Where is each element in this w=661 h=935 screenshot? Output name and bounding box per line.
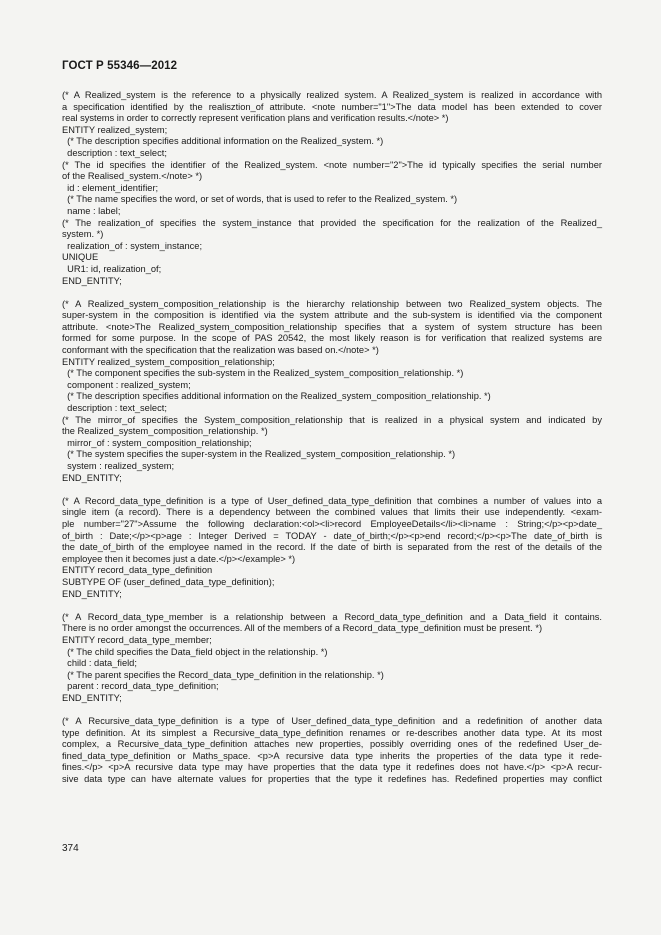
text-line: END_ENTITY; xyxy=(62,472,122,483)
text-line: END_ENTITY; xyxy=(62,692,122,703)
text-line: type definition. At its simplest a Recursive_data_type_definition renames or re-describes another data type. At its most xyxy=(62,727,602,738)
text-line: component : realized_system; xyxy=(62,379,191,390)
text-line: system. *) xyxy=(62,229,104,240)
text-line: complex, a Recursive_data_type_definition attaches new properties, possibly overriding ones of the redefined User_de- xyxy=(62,739,602,750)
text-line: ple number="27">Assume the following declaration:<ol><li>record EmployeeDetails</li><li>name : String;</p><p>date_ xyxy=(62,518,602,529)
text-line: of the Realised_system.</note> *) xyxy=(62,171,203,182)
text-block xyxy=(62,612,602,705)
text-block xyxy=(62,299,602,485)
text-line: (* The mirror_of specifies the System_composition_relationship that is realized in a physical system and indicated by xyxy=(62,414,602,425)
text-line: mirror_of : system_composition_relationship; xyxy=(62,437,252,448)
text-line: of_birth : Date;</p><p>age : Integer Derived = TODAY - date_of_birth;</p><p>end record;</p><p>The date_of_birth is xyxy=(62,530,602,541)
text-line: description : text_select; xyxy=(62,403,167,414)
document-body xyxy=(62,90,602,797)
text-line: super-system in the composition is identified via the system attribute and the sub-system is identified via the component xyxy=(62,310,602,321)
text-line: (* The child specifies the Data_field object in the relationship. *) xyxy=(62,646,328,657)
text-line: (* The realization_of specifies the system_instance that provided the specification for the realization of the Realized_ xyxy=(62,217,602,228)
text-line: conformant with the specification that the realization was based on.</note> *) xyxy=(62,345,379,356)
text-line: ENTITY record_data_type_definition xyxy=(62,565,213,576)
text-line: (* A Realized_system_composition_relationship is the hierarchy relationship between two Realized_system objects. The xyxy=(62,298,602,309)
text-line: formed for some purpose. In the scope of PAS 20542, the most likely reason is for verification that realized systems are xyxy=(62,333,602,344)
text-line: (* The description specifies additional information on the Realized_system. *) xyxy=(62,136,384,147)
text-line: There is no order amongst the occurrences. All of the members of a Record_data_type_definition must be present. *) xyxy=(62,623,543,634)
text-line: sive data type can have alternate values for properties that the type it redefines has. Redefined properties may conflict xyxy=(62,774,602,785)
text-block xyxy=(62,90,602,287)
text-line: id : element_identifier; xyxy=(62,182,159,193)
text-line: (* The description specifies additional information on the Realized_system_composition_relationship. *) xyxy=(62,391,491,402)
text-line: fined_data_type_definition or Maths_space. <p>A recursive data type inherits the properties of the data type it rede- xyxy=(62,750,602,761)
text-line: (* A Realized_system is the reference to a physically realized system. A Realized_system is realized in accordance with xyxy=(62,90,602,100)
text-line: ENTITY realized_system_composition_relationship; xyxy=(62,356,275,367)
text-line: END_ENTITY; xyxy=(62,588,122,599)
text-line: description : text_select; xyxy=(62,147,167,158)
text-line: SUBTYPE OF (user_defined_data_type_definition); xyxy=(62,576,275,587)
text-line: a specification identified by the realisztion_of attribute. <note number="1">The data model has been extended to cover xyxy=(62,101,602,112)
text-line: ENTITY record_data_type_member; xyxy=(62,634,212,645)
text-line: name : label; xyxy=(62,205,121,216)
text-line: attribute. <note>The Realized_system_composition_relationship specifies that a system of system structure has been xyxy=(62,321,602,332)
text-line: realization_of : system_instance; xyxy=(62,240,203,251)
text-line: the Realized_system_composition_relationship. *) xyxy=(62,426,268,437)
text-line: fines.</p> <p>A recursive data type may have properties that the data type it redefines does not have.</p> <p>A recur- xyxy=(62,762,602,773)
text-line: (* The name specifies the word, or set of words, that is used to refer to the Realized_system. *) xyxy=(62,194,458,205)
text-line: (* The id specifies the identifier of the Realized_system. <note number="2">The id typically specifies the serial number xyxy=(62,159,602,170)
text-line: (* A Record_data_type_member is a relationship between a Record_data_type_definition and a Data_field it contains. xyxy=(62,611,602,622)
text-line: UNIQUE xyxy=(62,252,99,263)
text-line: (* The system specifies the super-system in the Realized_system_composition_relationship. *) xyxy=(62,449,456,460)
text-block xyxy=(62,496,602,600)
text-line: real systems in order to correctly represent verification plans and verification results.</note> *) xyxy=(62,113,449,124)
page-number: 374 xyxy=(62,843,79,854)
text-line: parent : record_data_type_definition; xyxy=(62,681,219,692)
text-line: employee then it becomes just a date.</p></example> *) xyxy=(62,553,296,564)
text-line: child : data_field; xyxy=(62,658,137,669)
text-line: (* The component specifies the sub-system in the Realized_system_composition_relationship. *) xyxy=(62,368,464,379)
text-line: END_ENTITY; xyxy=(62,275,122,286)
text-line: UR1: id, realization_of; xyxy=(62,263,162,274)
page-header-standard-number: ГОСТ Р 55346—2012 xyxy=(62,60,178,72)
text-line: system : realized_system; xyxy=(62,461,175,471)
text-block xyxy=(62,716,602,786)
text-line: (* A Recursive_data_type_definition is a type of User_defined_data_type_definition and a redefinition of another data xyxy=(62,716,602,727)
text-line: (* The parent specifies the Record_data_type_definition in the relationship. *) xyxy=(62,669,384,680)
text-line: single item (a record). There is a dependency between the combined values that limits their use independently. <exam- xyxy=(62,507,602,518)
text-line: the date_of_birth of the employee named in the record. If the date of birth is separated from the rest of the details of the xyxy=(62,542,602,553)
text-line: (* A Record_data_type_definition is a type of User_defined_data_type_definition that combines a number of values into a xyxy=(62,495,602,506)
text-line: ENTITY realized_system; xyxy=(62,124,168,135)
